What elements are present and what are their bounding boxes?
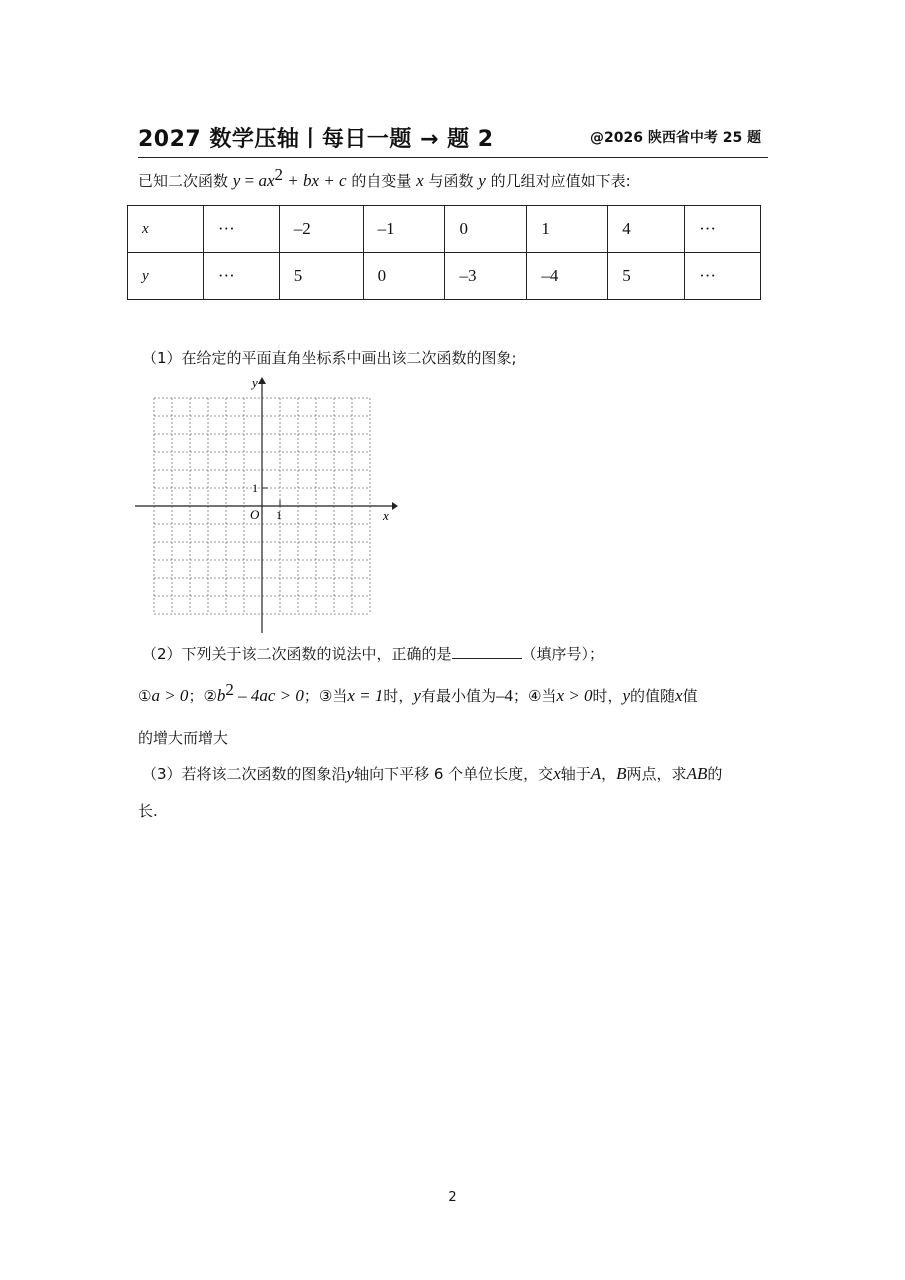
x-tick-label: 1 (276, 508, 282, 522)
q3-text-3: 轴于 (560, 765, 591, 783)
coordinate-grid[interactable] (130, 374, 400, 636)
q3-text-5: 的 (707, 765, 723, 783)
option-3-text: 时， (383, 687, 414, 705)
func-sup: 2 (274, 165, 283, 184)
table-cell: ··· (685, 206, 761, 253)
intro-line (138, 165, 631, 191)
q2-options-cont: 的增大而增大 (138, 729, 229, 747)
table-cell: 1 (527, 206, 608, 253)
option-4-text: 时， (592, 687, 623, 705)
option-3-mark: ；③当 (303, 687, 348, 705)
option-4-x: x (675, 686, 683, 705)
row-label-y: y (128, 253, 204, 300)
q2-options (138, 680, 698, 706)
q3-text-2: 轴向下平移 6 个单位长度，交 (354, 765, 554, 783)
q3-text-1: （3）若将该二次函数的图象沿 (142, 765, 347, 783)
option-1-math: a > 0 (151, 686, 189, 705)
func-y: y (232, 171, 241, 190)
option-4-y: y (622, 686, 631, 705)
y-tick-label: 1 (252, 481, 258, 495)
table-cell: 5 (608, 253, 685, 300)
option-2-mark: ；② (188, 687, 217, 705)
table-cell: –4 (527, 253, 608, 300)
question-3 (142, 763, 722, 784)
option-2-sup: 2 (225, 680, 234, 699)
table-cell: –1 (363, 206, 445, 253)
q3-y: y (346, 764, 355, 783)
option-4-math: x > 0 (556, 686, 593, 705)
page-number: 2 (448, 1190, 457, 1205)
header-divider (138, 157, 768, 158)
x-axis-arrow (392, 502, 398, 510)
q3-text-4: 两点，求 (626, 765, 687, 783)
intro-mid1: 的自变量 (351, 172, 412, 190)
origin-label: O (250, 507, 260, 522)
option-4-mark: ；④当 (512, 687, 557, 705)
answer-blank[interactable] (452, 644, 522, 659)
table-cell: ··· (203, 253, 279, 300)
question-1: （1）在给定的平面直角坐标系中画出该二次函数的图象; (142, 349, 517, 367)
source-note: @2026 陕西省中考 25 题 (590, 130, 762, 146)
y-axis-arrow (258, 377, 266, 384)
intro-var-y: y (478, 171, 486, 190)
page-title: 2027 数学压轴丨每日一题 → 题 2 (138, 127, 494, 152)
option-1-mark: ① (138, 687, 152, 705)
y-axis-label: y (252, 375, 258, 390)
q2-text: （2）下列关于该二次函数的说法中，正确的是 (142, 645, 452, 663)
table-cell: ··· (203, 206, 279, 253)
row-label-x: x (128, 206, 204, 253)
option-4-text3: 值 (682, 687, 698, 705)
table-row-x (128, 206, 761, 253)
table-cell: 0 (363, 253, 445, 300)
q3-x: x (553, 764, 561, 783)
q3-point-a: A (590, 764, 602, 783)
q3-point-b: B (616, 764, 627, 783)
option-2-rest: – 4ac > 0 (233, 686, 304, 705)
intro-post: 的几组对应值如下表: (490, 172, 631, 190)
option-4-text2: 的值随 (630, 687, 676, 705)
table-cell: 4 (608, 206, 685, 253)
q3-segment-ab: AB (686, 764, 708, 783)
x-axis-label: x (383, 508, 389, 523)
q2-suffix: （填序号）； (521, 645, 605, 663)
table-cell: 0 (445, 206, 527, 253)
question-2 (142, 643, 604, 664)
option-3-text2: 有最小值为 (420, 687, 496, 705)
table-cell: –2 (279, 206, 363, 253)
option-3-value: –4 (495, 686, 513, 705)
intro-mid2: 与函数 (428, 172, 474, 190)
intro-var-x: x (416, 171, 424, 190)
table-cell: ··· (685, 253, 761, 300)
func-rest: + bx + c (282, 171, 347, 190)
values-table (127, 205, 761, 300)
option-3-y: y (413, 686, 421, 705)
table-cell: –3 (445, 253, 527, 300)
func-ax: ax (258, 171, 275, 190)
q3-sep: ， (601, 765, 617, 783)
option-3-math: x = 1 (347, 686, 384, 705)
table-row-y (128, 253, 761, 300)
func-eq: = (240, 171, 259, 190)
table-cell: 5 (279, 253, 363, 300)
intro-pre: 已知二次函数 (138, 172, 229, 190)
option-2-math: b (216, 686, 226, 705)
question-3-cont: 长. (138, 802, 158, 820)
